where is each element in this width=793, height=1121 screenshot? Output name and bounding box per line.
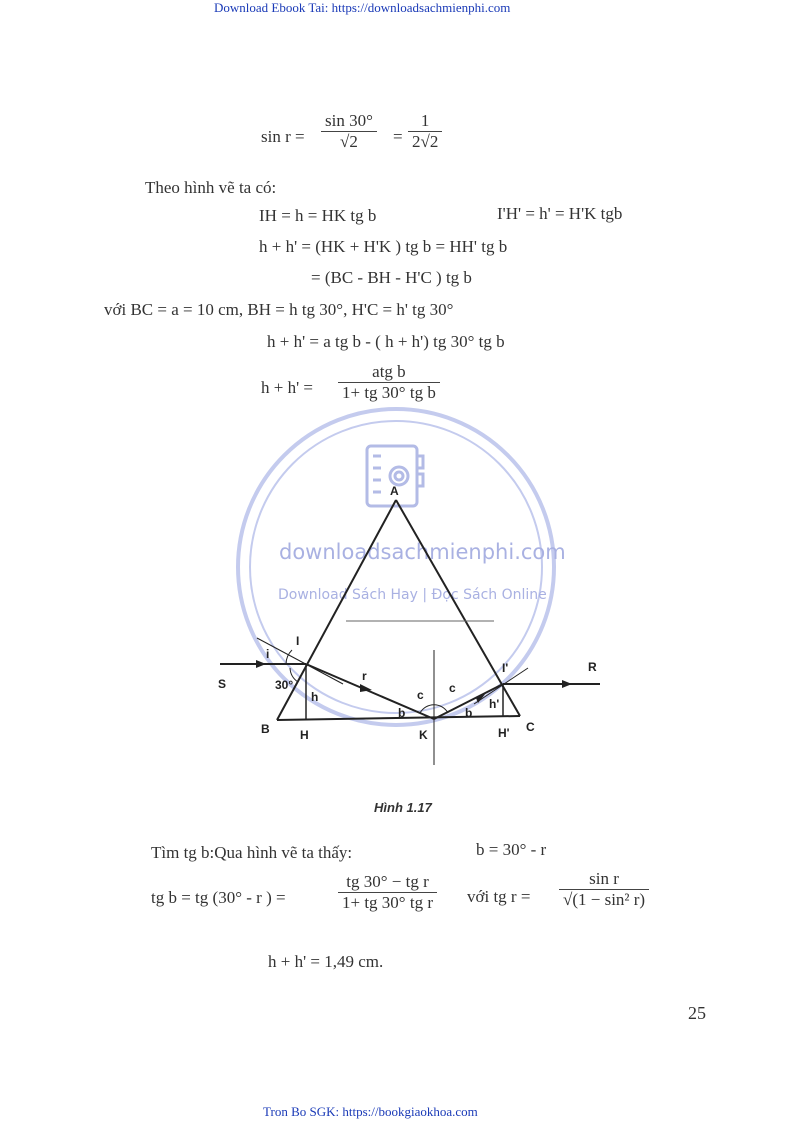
label-Ip: I' — [502, 661, 509, 675]
tgb-den: 1+ tg 30° tg r — [342, 893, 433, 912]
header-link[interactable]: Download Ebook Tai: https://downloadsachmienphi.com — [214, 0, 511, 15]
text-voi-tgr: với tg r = — [467, 887, 531, 906]
text-tim-tgb: Tìm tg b:Qua hình vẽ ta thấy: — [151, 843, 353, 862]
eq-line-1a: IH = h = HK tg b — [259, 206, 377, 225]
label-i: i — [266, 647, 270, 661]
hh-num: atg b — [372, 362, 406, 381]
figure-caption: Hình 1.17 — [374, 800, 432, 815]
hh-lhs: h + h' = — [261, 378, 313, 397]
watermark-tagline: Download Sách Hay | Đọc Sách Online — [278, 587, 547, 603]
tgb-lhs: tg b = tg (30° - r ) = — [151, 888, 286, 907]
sinr-den-2: 2√2 — [412, 132, 439, 151]
label-r: r — [362, 669, 367, 683]
sinr-lhs: sin r = — [261, 127, 305, 146]
label-R: R — [588, 660, 597, 674]
label-b1: b — [398, 706, 406, 720]
text-theo-hinh: Theo hình vẽ ta có: — [145, 178, 277, 197]
sinr-fraction-2 — [408, 111, 442, 152]
label-S: S — [218, 677, 227, 691]
sinr-num-1: sin 30° — [325, 111, 373, 130]
label-c1: c — [417, 688, 424, 702]
label-H: H — [300, 728, 309, 742]
label-K: K — [419, 728, 428, 742]
watermark-site: downloadsachmienphi.com — [279, 540, 566, 564]
label-c2: c — [449, 681, 456, 695]
eq-b: b = 30° - r — [476, 840, 547, 859]
eq-result: h + h' = 1,49 cm. — [268, 952, 384, 971]
label-Hp: H' — [498, 726, 510, 740]
label-h: h — [311, 690, 319, 704]
sinr-equals: = — [393, 127, 403, 146]
eq-line-2: h + h' = (HK + H'K ) tg b = HH' tg b — [259, 237, 508, 256]
hh-den: 1+ tg 30° tg b — [342, 383, 436, 402]
hh-fraction — [338, 362, 440, 403]
eq-line-3: = (BC - BH - H'C ) tg b — [311, 268, 472, 287]
label-b2: b — [465, 706, 473, 720]
label-I: I — [296, 634, 300, 648]
tgb-num: tg 30° − tg r — [346, 872, 429, 891]
sinr-fraction-1 — [321, 111, 377, 152]
eq-line-1b: I'H' = h' = H'K tgb — [497, 204, 623, 223]
tgr-fraction — [559, 869, 649, 910]
tgb-fraction — [338, 872, 437, 913]
figure-prism-diagram — [0, 420, 793, 780]
label-A: A — [390, 484, 399, 498]
eq-line-4: với BC = a = 10 cm, BH = h tg 30°, H'C = h' tg 30° — [104, 300, 454, 319]
eq-line-5: h + h' = a tg b - ( h + h') tg 30° tg b — [267, 332, 505, 351]
label-30: 30° — [275, 678, 294, 692]
footer-link[interactable]: Tron Bo SGK: https://bookgiaokhoa.com — [263, 1104, 478, 1119]
tgr-den: √(1 − sin² r) — [563, 890, 646, 909]
label-hp: h' — [489, 697, 500, 711]
label-C: C — [526, 720, 535, 734]
label-B: B — [261, 722, 270, 736]
sinr-num-2: 1 — [420, 111, 430, 130]
tgr-num: sin r — [589, 869, 619, 888]
page-number: 25 — [688, 1003, 706, 1023]
sinr-den-1: √2 — [340, 132, 358, 151]
